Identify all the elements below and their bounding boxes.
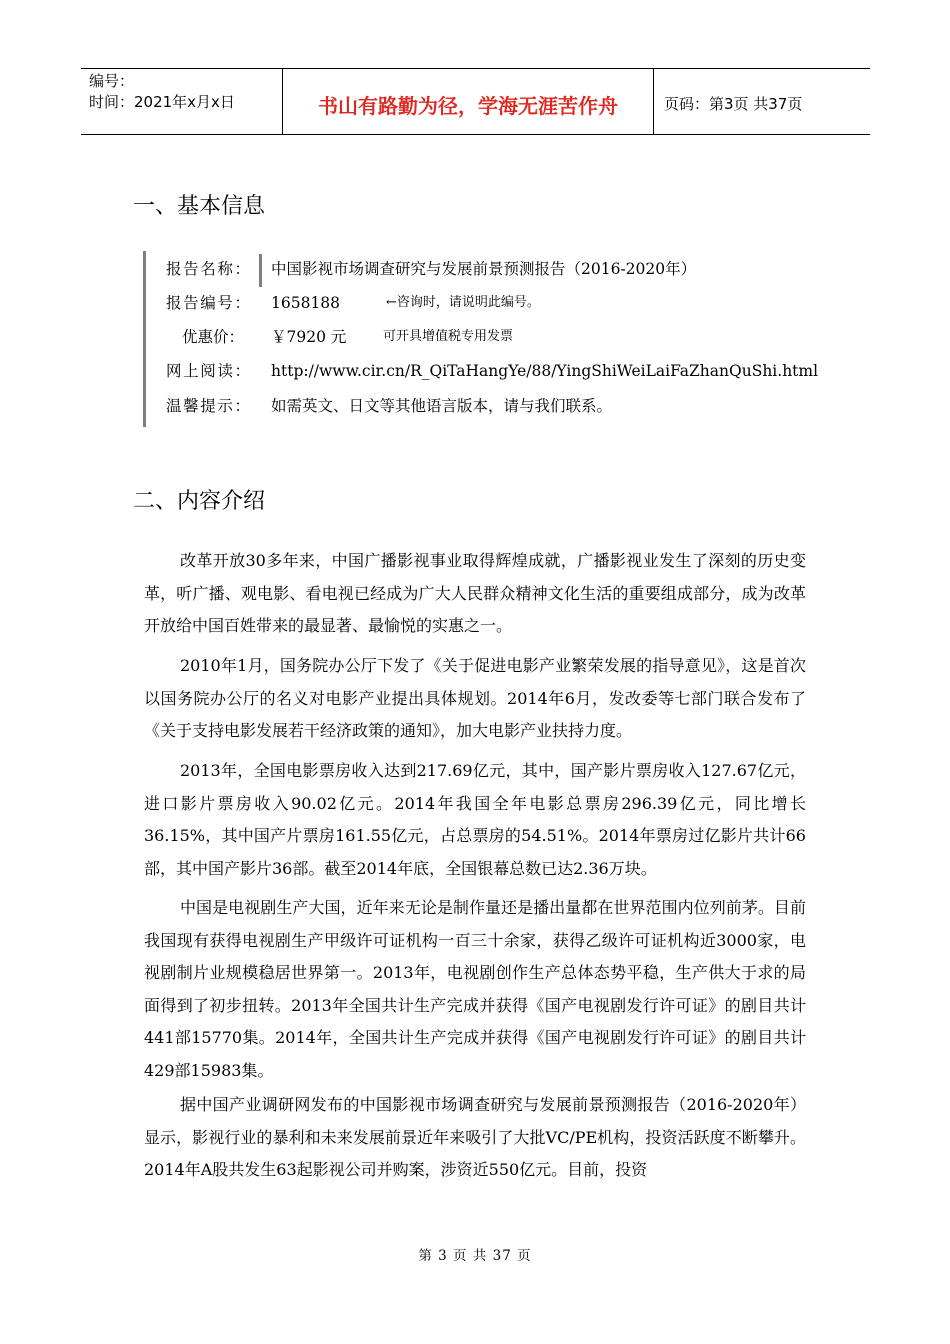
- page-footer: 第 3 页 共 37 页: [418, 1248, 532, 1264]
- page-header: [81, 68, 870, 135]
- paragraph-2: 2010年1月，国务院办公厅下发了《关于促进电影产业繁荣发展的指导意见》，这是首次以国务院办公厅的名义对电影产业提出具体规划。2014年6月，发改委等七部门联合发布了《关于支持电影发展若干经济政策的通知》，加大电影产业扶持力度。: [144, 656, 806, 740]
- info-url-label: 网上阅读：: [166, 362, 250, 380]
- info-price-note: 可开具增值税专用发票: [383, 329, 514, 344]
- header-date: 时间：2021年x月x日: [89, 93, 235, 111]
- section-title-content: 二、内容介绍: [133, 489, 266, 514]
- info-row-name: [146, 254, 826, 284]
- header-page-info: 页码：第3页 共37页: [664, 95, 803, 113]
- info-tip-label: 温馨提示：: [166, 397, 250, 415]
- info-row-price: [146, 322, 826, 352]
- info-row-code: [146, 288, 826, 318]
- info-code-note: ←咨询时，请说明此编号。: [386, 295, 540, 310]
- header-motto: 书山有路勤为径，学海无涯苦作舟: [283, 69, 654, 134]
- info-name-label: 报告名称：: [166, 260, 250, 278]
- info-price-value: ￥7920 元: [271, 328, 347, 346]
- paragraph-4: 中国是电视剧生产大国，近年来无论是制作量还是播出量都在世界范围内位列前茅。目前我国现有获得电视剧生产甲级许可证机构一百三十余家，获得乙级许可证机构近3000家，电视剧制片业规模稳居世界第一。2013年，电视剧创作生产总体态势平稳，生产供大于求的局面得到了初步扭转。2013年全国共计生产完成并获得《国产电视剧发行许可证》的剧目共计441部15770集。2014年，全国共计生产完成并获得《国产电视剧发行许可证》的剧目共计429部15983集。: [144, 898, 806, 1080]
- basic-info-block: [143, 251, 826, 427]
- info-code-value: 1658188: [271, 294, 341, 312]
- info-name-value: 中国影视市场调查研究与发展前景预测报告（2016-2020年）: [271, 260, 697, 278]
- info-tip-value: 如需英文、日文等其他语言版本，请与我们联系。: [271, 397, 613, 415]
- info-row-url: [146, 356, 826, 386]
- info-code-label: 报告编号：: [166, 294, 250, 312]
- info-price-label: 优惠价：: [182, 328, 245, 346]
- paragraph-3: 2013年，全国电影票房收入达到217.69亿元，其中，国产影片票房收入127.67亿元，进口影片票房收入90.02亿元。2014年我国全年电影总票房296.39亿元，同比增长36.15%，其中国产片票房161.55亿元，占总票房的54.51%。2014年票房过亿影片共计66部，其中国产影片36部。截至2014年底，全国银幕总数已达2.36万块。: [144, 761, 806, 878]
- info-url-link[interactable]: http://www.cir.cn/R_QiTaHangYe/88/YingShiWeiLaiFaZhanQuShi.html: [271, 362, 819, 380]
- info-row-tip: [146, 391, 826, 421]
- header-number-label: 编号：: [89, 72, 135, 90]
- paragraph-5: 据中国产业调研网发布的中国影视市场调查研究与发展前景预测报告（2016-2020年）显示，影视行业的暴利和未来发展前景近年来吸引了大批VC/PE机构，投资活跃度不断攀升。2014年A股共发生63起影视公司并购案，涉资近550亿元。目前，投资: [144, 1095, 806, 1179]
- section-title-basic-info: 一、基本信息: [133, 194, 266, 219]
- header-meta: [81, 69, 283, 134]
- paragraph-1: 改革开放30多年来，中国广播影视事业取得辉煌成就，广播影视业发生了深刻的历史变革，听广播、观电影、看电视已经成为广大人民群众精神文化生活的重要组成部分，成为改革开放给中国百姓带来的最显著、最愉悦的实惠之一。: [144, 551, 806, 635]
